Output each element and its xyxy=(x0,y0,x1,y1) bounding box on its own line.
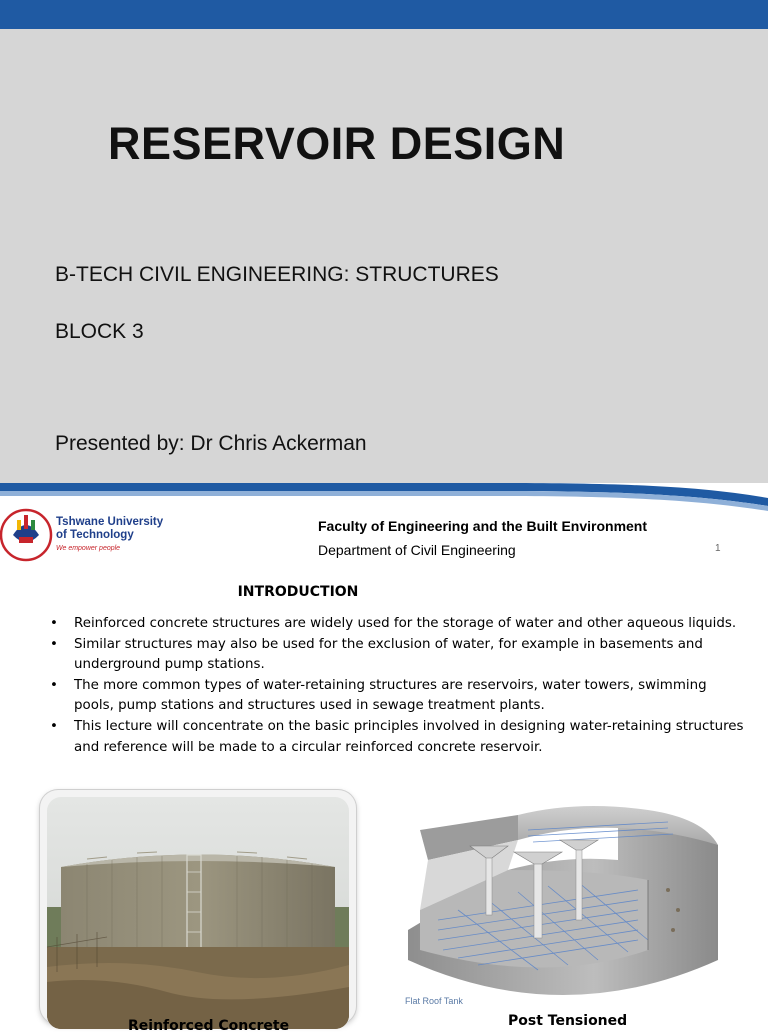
bullet-dot-icon: • xyxy=(50,677,58,693)
title-slide xyxy=(0,29,768,483)
bullet-text: Reinforced concrete structures are widely used for the storage of water and other aqueous liquids. xyxy=(74,616,737,631)
presenter-line: Presented by: Dr Chris Ackerman xyxy=(55,432,367,455)
introduction-heading: INTRODUCTION xyxy=(237,584,359,600)
bullet-text: The more common types of water-retaining structures are reservoirs, water towers, swimming pools, pump stations and structures used in sewage treatment plants. xyxy=(74,677,707,714)
block-label: BLOCK 3 xyxy=(55,320,144,343)
flat-roof-tank-cutaway-diagram xyxy=(398,800,728,1010)
department-name: Department of Civil Engineering xyxy=(318,542,516,558)
bullet-item xyxy=(48,635,748,676)
university-name-line1: Tshwane University xyxy=(56,516,164,528)
university-name-line2: of Technology xyxy=(56,529,134,541)
bullet-list xyxy=(48,614,748,758)
bullet-item xyxy=(48,676,748,717)
diagram-label: Flat Roof Tank xyxy=(405,996,463,1006)
faculty-name: Faculty of Engineering and the Built Environment xyxy=(318,518,648,534)
top-blue-bar xyxy=(0,0,768,29)
course-subtitle: B-TECH CIVIL ENGINEERING: STRUCTURES xyxy=(55,263,499,286)
bullet-text: Similar structures may also be used for the exclusion of water, for example in basements and underground pump stations. xyxy=(74,636,703,673)
university-tagline: We empower people xyxy=(56,545,121,552)
slide-title: RESERVOIR DESIGN xyxy=(108,118,566,169)
reinforced-concrete-reservoir-photo xyxy=(47,797,349,1029)
bullet-dot-icon: • xyxy=(50,718,58,734)
photo-caption-right: Post Tensioned xyxy=(508,1013,628,1029)
bullet-text: This lecture will concentrate on the basic principles involved in designing water-retaining structures and reference will be made to a circular reinforced concrete reservoir. xyxy=(74,718,744,755)
bullet-dot-icon: • xyxy=(50,636,58,652)
bullet-item xyxy=(48,717,748,758)
bullet-dot-icon: • xyxy=(50,616,58,631)
photo-caption-left: Reinforced Concrete xyxy=(128,1018,290,1034)
bullet-item xyxy=(48,614,748,635)
page-number: 1 xyxy=(715,543,721,554)
